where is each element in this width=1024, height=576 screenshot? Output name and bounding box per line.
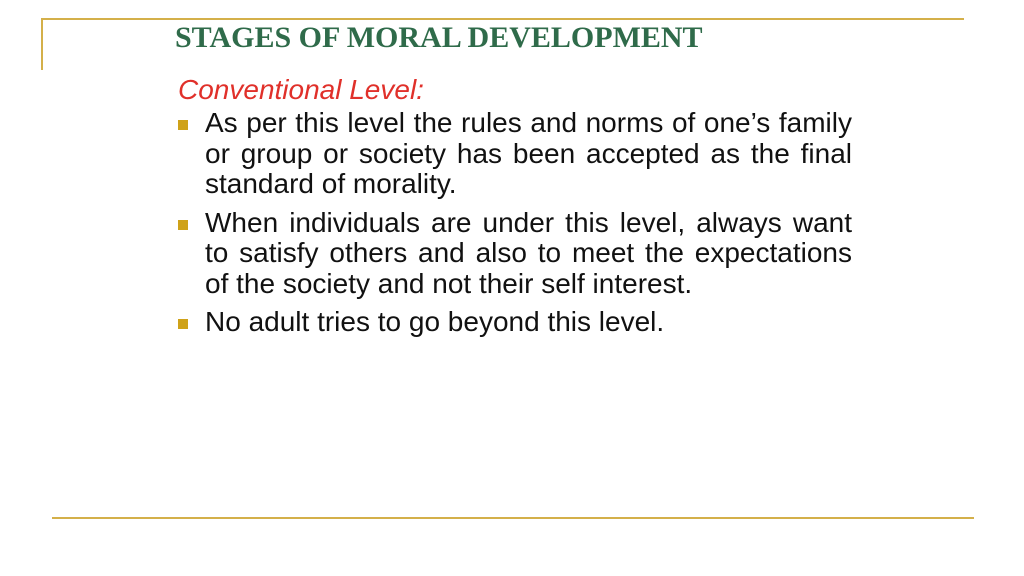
left-rule: [41, 18, 43, 70]
bullet-item: [176, 208, 852, 300]
square-bullet-icon: [178, 120, 188, 130]
bottom-rule: [52, 517, 974, 519]
bullet-text: As per this level the rules and norms of one’s family or group or society has been accepted as the final standard of morality.: [205, 107, 852, 199]
slide-content: [176, 73, 852, 346]
square-bullet-icon: [178, 319, 188, 329]
section-subheading: Conventional Level:: [178, 74, 424, 105]
bullet-list: [176, 108, 852, 338]
square-bullet-icon: [178, 220, 188, 230]
bullet-text: No adult tries to go beyond this level.: [205, 306, 665, 337]
bullet-item: [176, 307, 852, 338]
bullet-item: [176, 108, 852, 200]
bullet-text: When individuals are under this level, always want to satisfy others and also to meet the expectations of the society and not their self interest.: [205, 206, 852, 299]
slide-title: STAGES OF MORAL DEVELOPMENT: [175, 21, 703, 54]
